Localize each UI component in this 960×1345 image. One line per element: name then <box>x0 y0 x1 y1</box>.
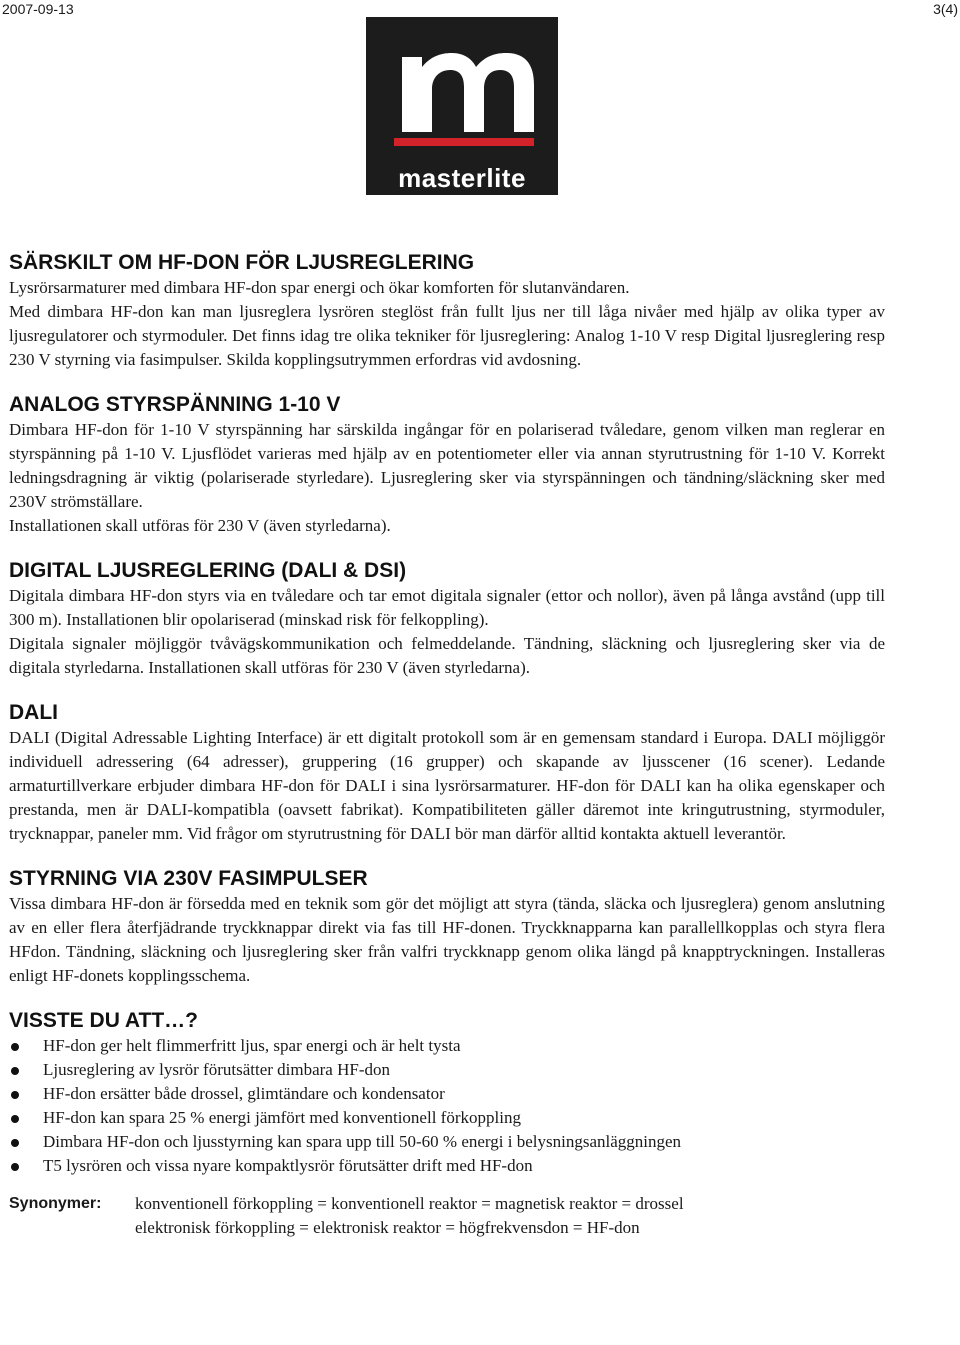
list-item-text: HF-don kan spara 25 % energi jämfört med konventionell förkoppling <box>43 1108 521 1127</box>
list-item-text: Ljusreglering av lysrör förutsätter dimbara HF-don <box>43 1060 390 1079</box>
paragraph: Lysrörsarmaturer med dimbara HF-don spar energi och ökar komforten för slutanvändaren. <box>9 278 630 297</box>
synonym-line: konventionell förkoppling = konventionell reaktor = magnetisk reaktor = drossel <box>135 1194 684 1213</box>
synonym-line: elektronisk förkoppling = elektronisk reaktor = högfrekvensdon = HF-don <box>135 1218 640 1237</box>
paragraph: Med dimbara HF-don kan man ljusreglera lysrören steglöst från fullt ljus ner till låga nivåer med hjälp av olika typer av ljusregulatorer och styrmoduler. Det finns idag tre olika tekniker för ljusreglering: Analog 1-10 V resp Digital ljusreglering resp 230 V styrning via fasimpulser. Skilda kopplingsutrymmen erfordras vid avdosning. <box>9 302 885 369</box>
section-title: STYRNING VIA 230V FASIMPULSER <box>9 867 368 890</box>
list-item <box>9 1154 885 1178</box>
paragraph: Digitala signaler möjliggör tvåvägskommunikation och felmeddelande. Tändning, släckning och ljusreglering sker via de digitala styrledarna. Installationen skall utföras för 230 V (även styrledarna). <box>9 634 885 677</box>
masterlite-logo <box>366 17 558 195</box>
list-item <box>9 1106 885 1130</box>
section-title: ANALOG STYRSPÄNNING 1-10 V <box>9 393 341 416</box>
section-digital <box>9 558 885 680</box>
list-item-text: HF-don ersätter både drossel, glimtändare och kondensator <box>43 1084 445 1103</box>
section-title: VISSTE DU ATT…? <box>9 1009 198 1032</box>
document-body <box>9 250 885 1240</box>
bullet-icon <box>11 1043 19 1051</box>
section-title: DIGITAL LJUSREGLERING (DALI & DSI) <box>9 559 407 582</box>
paragraph: Installationen skall utföras för 230 V (även styrledarna). <box>9 516 391 535</box>
bullet-icon <box>11 1115 19 1123</box>
bullet-icon <box>11 1091 19 1099</box>
fact-list <box>9 1034 885 1178</box>
paragraph: DALI (Digital Adressable Lighting Interface) är ett digitalt protokoll som är en gemensam standard i Europa. DALI möjliggör individuell adressering (64 adresser), gruppering (16 grupper) och skapande av ljusscener (16 scener). Ledande armaturtillverkare erbjuder dimbara HF-don för DALI i sina lysrörsarmaturer. HF-don för DALI kan ha olika egenskaper och prestanda, men är DALI-kompatibla (oavsett fabrikat). Kompatibiliteten gäller däremot inte kringutrustning, styrmoduler, trycknappar, paneler mm. Vid frågor om styrutrustning för DALI bör man därför alltid kontakta aktuell leverantör. <box>9 728 885 843</box>
section-fasimpulser <box>9 866 885 988</box>
list-item <box>9 1082 885 1106</box>
logo-brand-text: masterlite <box>398 163 526 193</box>
list-item-text: T5 lysrören och vissa nyare kompaktlysrör förutsätter drift med HF-don <box>43 1156 533 1175</box>
list-item <box>9 1058 885 1082</box>
page-number: 3(4) <box>933 1 958 17</box>
list-item-text: Dimbara HF-don och ljusstyrning kan spara upp till 50-60 % energi i belysningsanläggningen <box>43 1132 682 1151</box>
synonyms <box>9 1192 885 1240</box>
list-item <box>9 1130 885 1154</box>
paragraph: Digitala dimbara HF-don styrs via en tvåledare och tar emot digitala signaler (ettor och nollor), även på långa avstånd (upp till 300 m). Installationen blir opolariserad (minskad risk för felkoppling). <box>9 586 885 629</box>
section-hf-don <box>9 250 885 372</box>
paragraph: Vissa dimbara HF-don är försedda med en teknik som gör det möjligt att styra (tända, släcka och ljusreglera) genom anslutning av en eller flera återfjädrande tryckknappar direkt via fas till HF-donen. Tryckknapparna kan parallellkopplas och styra flera HFdon. Tändning, släckning och ljusreglering sker från valfri tryckknapp genom olika längd på knapptryckningen. Installeras enligt HF-donets kopplingsschema. <box>9 894 885 985</box>
list-item-text: HF-don ger helt flimmerfritt ljus, spar energi och är helt tysta <box>43 1036 461 1055</box>
section-did-you-know <box>9 1008 885 1178</box>
document-date: 2007-09-13 <box>2 1 74 17</box>
bullet-icon <box>11 1163 19 1171</box>
list-item <box>9 1034 885 1058</box>
paragraph: Dimbara HF-don för 1-10 V styrspänning har särskilda ingångar för en polariserad tvåledare, genom vilken man reglerar en styrspänning på 1-10 V. Ljusflödet varieras med hjälp av en potentiometer eller via annan styrutrustning för 1-10 V. Korrekt ledningsdragning är viktig (polariserade styrledare). Ljusreglering sker via styrspänningen och tändning/släckning sker med 230V strömställare. <box>9 420 885 511</box>
section-title: SÄRSKILT OM HF-DON FÖR LJUSREGLERING <box>9 251 475 274</box>
section-dali <box>9 700 885 846</box>
section-analog <box>9 392 885 538</box>
section-title: DALI <box>9 701 58 724</box>
bullet-icon <box>11 1139 19 1147</box>
synonyms-label: Synonymer: <box>9 1195 102 1212</box>
bullet-icon <box>11 1067 19 1075</box>
